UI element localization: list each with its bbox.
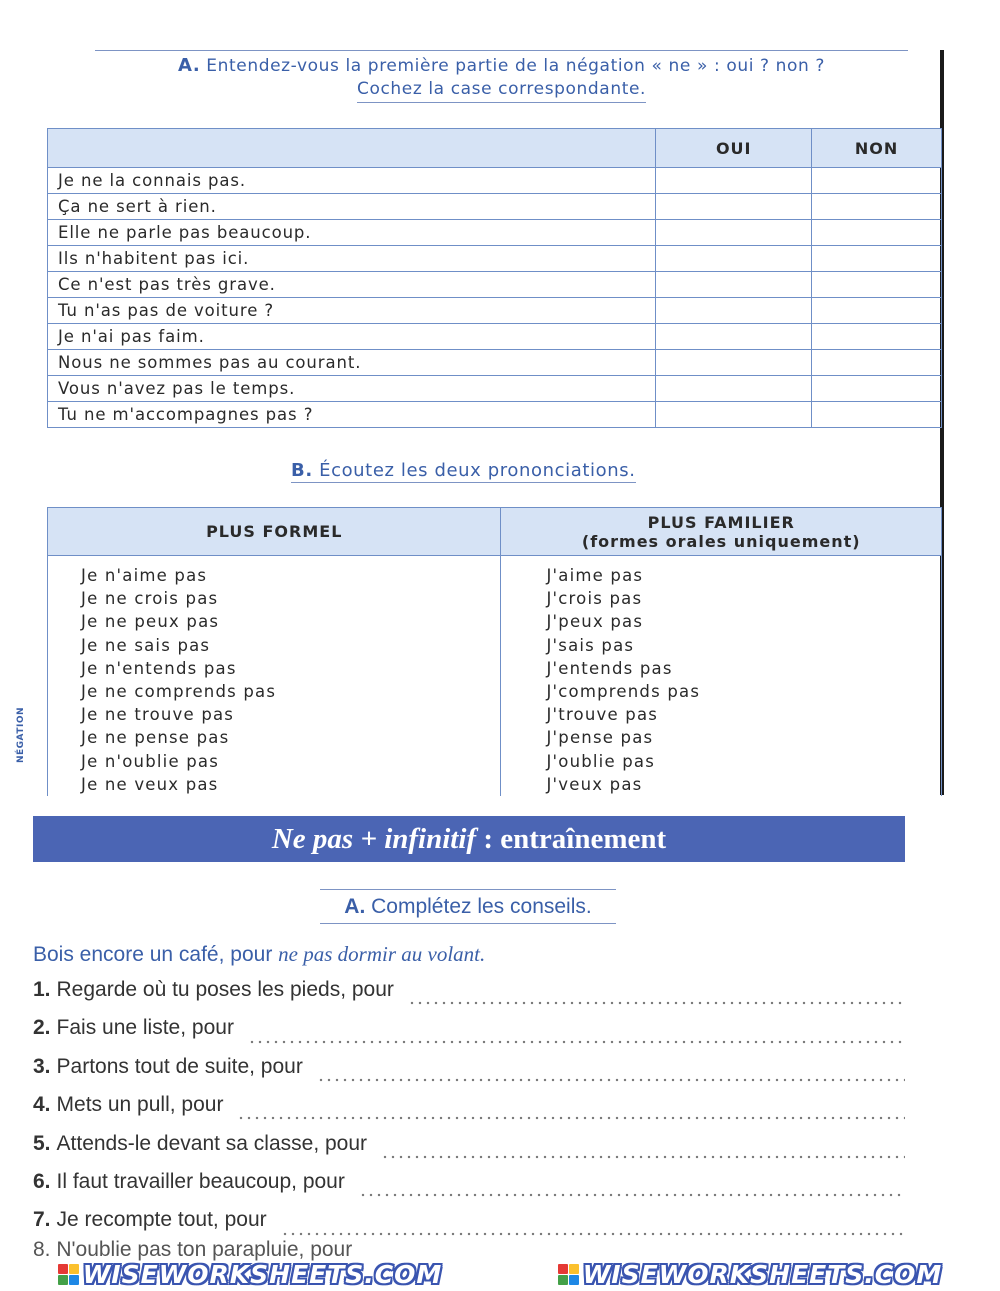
table-row — [48, 168, 942, 194]
table-row — [48, 402, 942, 428]
oui-checkbox[interactable] — [656, 272, 812, 298]
exercise-a-instruction — [320, 889, 616, 924]
exercise-item — [33, 1170, 905, 1208]
wiseworksheets-logo-icon — [558, 1264, 579, 1285]
item-number: 2. — [33, 1016, 51, 1040]
answer-line[interactable] — [317, 1078, 905, 1082]
list-item: J'aime pas — [546, 566, 644, 585]
oui-checkbox[interactable] — [656, 194, 812, 220]
item-text: Regarde où tu poses les pieds, pour — [56, 978, 394, 1001]
header-plus-formel — [48, 508, 501, 556]
list-item: Je ne pense pas — [81, 728, 230, 748]
non-checkbox[interactable] — [812, 402, 942, 428]
familiar-heading: PLUS FAMILIER — [647, 512, 795, 532]
oui-checkbox[interactable] — [656, 402, 812, 428]
oui-checkbox[interactable] — [656, 168, 812, 194]
sentence: Je n'ai pas faim. — [48, 324, 656, 350]
watermark-banner — [0, 1258, 1000, 1291]
familiar-list — [501, 564, 941, 796]
non-checkbox[interactable] — [812, 194, 942, 220]
table-row — [48, 272, 942, 298]
answer-line[interactable] — [237, 1116, 905, 1120]
answer-line[interactable] — [408, 1001, 905, 1005]
list-item: J'sais pas — [546, 635, 635, 655]
logo-square — [558, 1275, 568, 1285]
header-oui: OUI — [656, 129, 812, 168]
sentence: Ils n'habitent pas ici. — [48, 246, 656, 272]
oui-checkbox[interactable] — [656, 324, 812, 350]
section-b-letter: B. — [291, 460, 313, 481]
sentence: Je ne la connais pas. — [48, 168, 656, 194]
list-item: J'comprends pas — [546, 682, 701, 702]
list-item: Je ne veux pas — [81, 774, 219, 794]
sentence: Elle ne parle pas beaucoup. — [48, 220, 656, 246]
exercise-list — [33, 978, 905, 1247]
familiar-column — [501, 556, 942, 797]
watermark — [558, 1260, 943, 1289]
side-label-text: NÉGATION — [16, 706, 27, 764]
item-text: Il faut travailler beaucoup, pour — [56, 1169, 345, 1193]
list-item: Je n'aime pas — [81, 566, 208, 585]
table-row — [48, 376, 942, 402]
section-a-letter: A. — [177, 55, 201, 76]
sentence: Ça ne sert à rien. — [48, 194, 656, 220]
wiseworksheets-logo-icon — [58, 1264, 79, 1285]
list-item: Je ne peux pas — [81, 612, 220, 632]
non-checkbox[interactable] — [812, 350, 942, 376]
item-number: 1. — [33, 978, 51, 1001]
non-checkbox[interactable] — [812, 272, 942, 298]
non-checkbox[interactable] — [812, 168, 942, 194]
header-blank — [48, 129, 656, 168]
oui-checkbox[interactable] — [656, 350, 812, 376]
item-text: Partons tout de suite, pour — [56, 1054, 303, 1078]
formal-column — [48, 556, 501, 797]
answer-line[interactable] — [359, 1193, 905, 1197]
non-checkbox[interactable] — [812, 324, 942, 350]
answer-line[interactable] — [281, 1232, 905, 1236]
list-item: Je ne crois pas — [81, 589, 219, 609]
logo-square — [69, 1275, 79, 1285]
list-item: J'peux pas — [546, 612, 644, 632]
exercise-item — [33, 1132, 905, 1170]
item-number: 3. — [33, 1054, 51, 1078]
item-number: 4. — [33, 1093, 51, 1117]
answer-line[interactable] — [381, 1155, 905, 1159]
list-item: J'oublie pas — [546, 751, 656, 771]
oui-checkbox[interactable] — [656, 220, 812, 246]
sentence: Vous n'avez pas le temps. — [48, 376, 656, 402]
sentence: Tu ne m'accompagnes pas ? — [48, 402, 656, 428]
list-item: J'trouve pas — [546, 705, 659, 725]
logo-square — [569, 1264, 579, 1274]
example-prefix: Bois encore un café, pour — [33, 943, 279, 966]
table-row — [48, 194, 942, 220]
item-text: Fais une liste, pour — [56, 1016, 234, 1040]
item-text: Je recompte tout, pour — [56, 1208, 267, 1232]
table-row — [48, 324, 942, 350]
logo-square — [69, 1264, 79, 1274]
formal-heading: PLUS FORMEL — [206, 522, 343, 541]
list-item: J'crois pas — [546, 589, 643, 609]
non-checkbox[interactable] — [812, 376, 942, 402]
logo-square — [58, 1275, 68, 1285]
list-item: J'entends pas — [546, 658, 673, 678]
table-row — [48, 246, 942, 272]
sentence: Nous ne sommes pas au courant. — [48, 350, 656, 376]
formal-list — [48, 564, 500, 796]
item-number: 7. — [33, 1208, 51, 1232]
exercise-a-instruction-text: Complétez les conseils. — [371, 895, 592, 918]
section-a-instruction-line1: Entendez-vous la première partie de la négation « ne » : oui ? non ? — [206, 56, 826, 76]
table-row — [48, 220, 942, 246]
item-number: 5. — [33, 1131, 51, 1155]
item-text: Attends-le devant sa classe, pour — [56, 1131, 368, 1155]
table-row — [48, 298, 942, 324]
side-chapter-label — [4, 705, 38, 765]
sentence: Tu n'as pas de voiture ? — [48, 298, 656, 324]
oui-checkbox[interactable] — [656, 376, 812, 402]
banner-title-rest: : entraînement — [476, 822, 667, 855]
banner-title-italic: Ne pas + infinitif — [271, 822, 477, 855]
sentence: Ce n'est pas très grave. — [48, 272, 656, 298]
non-checkbox[interactable] — [812, 298, 942, 324]
list-item: Je n'entends pas — [81, 658, 237, 678]
section-b-instruction — [291, 460, 636, 483]
pronunciation-table-header — [48, 508, 942, 556]
list-item: Je ne trouve pas — [81, 705, 235, 725]
logo-square — [58, 1264, 68, 1274]
item-text: Mets un pull, pour — [56, 1093, 224, 1117]
pronunciation-table — [47, 507, 942, 796]
list-item: Je ne comprends pas — [81, 682, 277, 702]
section-b-instruction-text: Écoutez les deux prononciations. — [319, 460, 636, 481]
exercise-item — [33, 978, 905, 1016]
pronunciation-body — [48, 556, 942, 797]
list-item: J'pense pas — [546, 728, 654, 748]
table-row — [48, 350, 942, 376]
header-plus-familier — [501, 508, 942, 556]
oui-checkbox[interactable] — [656, 298, 812, 324]
negation-table — [47, 128, 942, 428]
header-non: NON — [812, 129, 942, 168]
example-answer: ne pas dormir au volant. — [278, 942, 486, 966]
familiar-subheading: (formes orales uniquement) — [581, 531, 861, 551]
item-number: 6. — [33, 1169, 51, 1193]
section-a-instruction-line2: Cochez la case correspondante. — [357, 78, 646, 103]
cut-off-text: 8. N'oublie pas ton parapluie, pour — [33, 1238, 353, 1261]
logo-square — [558, 1264, 568, 1274]
list-item: Je n'oublie pas — [81, 751, 220, 771]
list-item: Je ne sais pas — [81, 635, 211, 655]
section-a-instruction — [95, 50, 908, 103]
logo-square — [569, 1275, 579, 1285]
watermark-text: WISEWORKSHEETS.COM — [582, 1260, 943, 1289]
example-sentence — [33, 942, 485, 967]
non-checkbox[interactable] — [812, 246, 942, 272]
answer-line[interactable] — [248, 1040, 905, 1044]
watermark — [58, 1260, 443, 1289]
oui-checkbox[interactable] — [656, 246, 812, 272]
list-item: J'veux pas — [546, 774, 643, 794]
watermark-text: WISEWORKSHEETS.COM — [82, 1260, 443, 1289]
negation-table-header — [48, 129, 942, 168]
exercise-item — [33, 1055, 905, 1093]
exercise-a-letter: A. — [344, 895, 366, 918]
exercise-banner — [33, 816, 905, 862]
exercise-item — [33, 1016, 905, 1054]
exercise-item — [33, 1093, 905, 1131]
non-checkbox[interactable] — [812, 220, 942, 246]
